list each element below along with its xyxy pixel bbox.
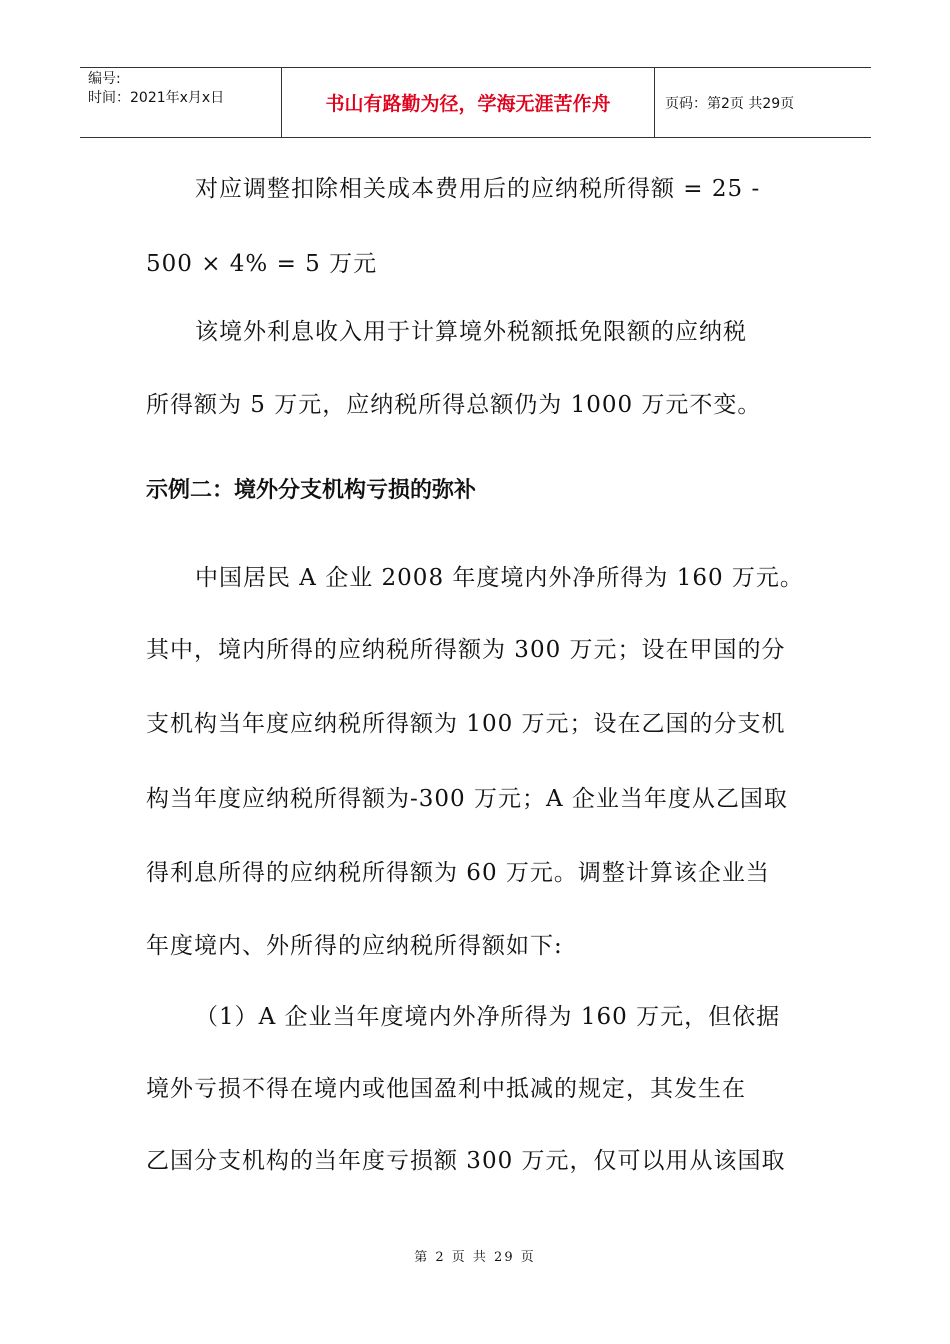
body-line: （1）A 企业当年度境内外净所得为 160 万元，但依据 (195, 1004, 781, 1030)
body-line: 500 × 4% = 5 万元 (146, 251, 378, 277)
body-line: 该境外利息收入用于计算境外税额抵免限额的应纳税 (195, 319, 747, 345)
body-line: 支机构当年度应纳税所得额为 100 万元；设在乙国的分支机 (146, 711, 786, 737)
body-line: 对应调整扣除相关成本费用后的应纳税所得额 = 25 - (195, 176, 761, 202)
body-line: 其中，境内所得的应纳税所得额为 300 万元；设在甲国的分 (146, 637, 786, 663)
page-footer: 第 2 页 共 29 页 (414, 1250, 536, 1265)
header-motto: 书山有路勤为径，学海无涯苦作舟 (282, 68, 655, 137)
section-heading: 示例二：境外分支机构亏损的弥补 (146, 478, 477, 503)
time-label: 时间：2021年x月x日 (88, 90, 225, 106)
body-line: 构当年度应纳税所得额为-300 万元；A 企业当年度从乙国取 (146, 786, 788, 812)
body-line: 所得额为 5 万元，应纳税所得总额仍为 1000 万元不变。 (146, 392, 762, 418)
body-line: 乙国分支机构的当年度亏损额 300 万元，仅可以用从该国取 (146, 1148, 786, 1174)
page-header (80, 67, 871, 138)
header-page-info: 页码：第2页 共29页 (665, 95, 795, 112)
header-meta (80, 68, 282, 137)
body-line: 中国居民 A 企业 2008 年度境内外净所得为 160 万元。 (195, 565, 804, 591)
body-line: 境外亏损不得在境内或他国盈利中抵减的规定，其发生在 (146, 1076, 746, 1102)
number-label: 编号: (88, 71, 121, 87)
body-line: 年度境内、外所得的应纳税所得额如下: (146, 933, 563, 959)
body-line: 得利息所得的应纳税所得额为 60 万元。调整计算该企业当 (146, 860, 770, 886)
